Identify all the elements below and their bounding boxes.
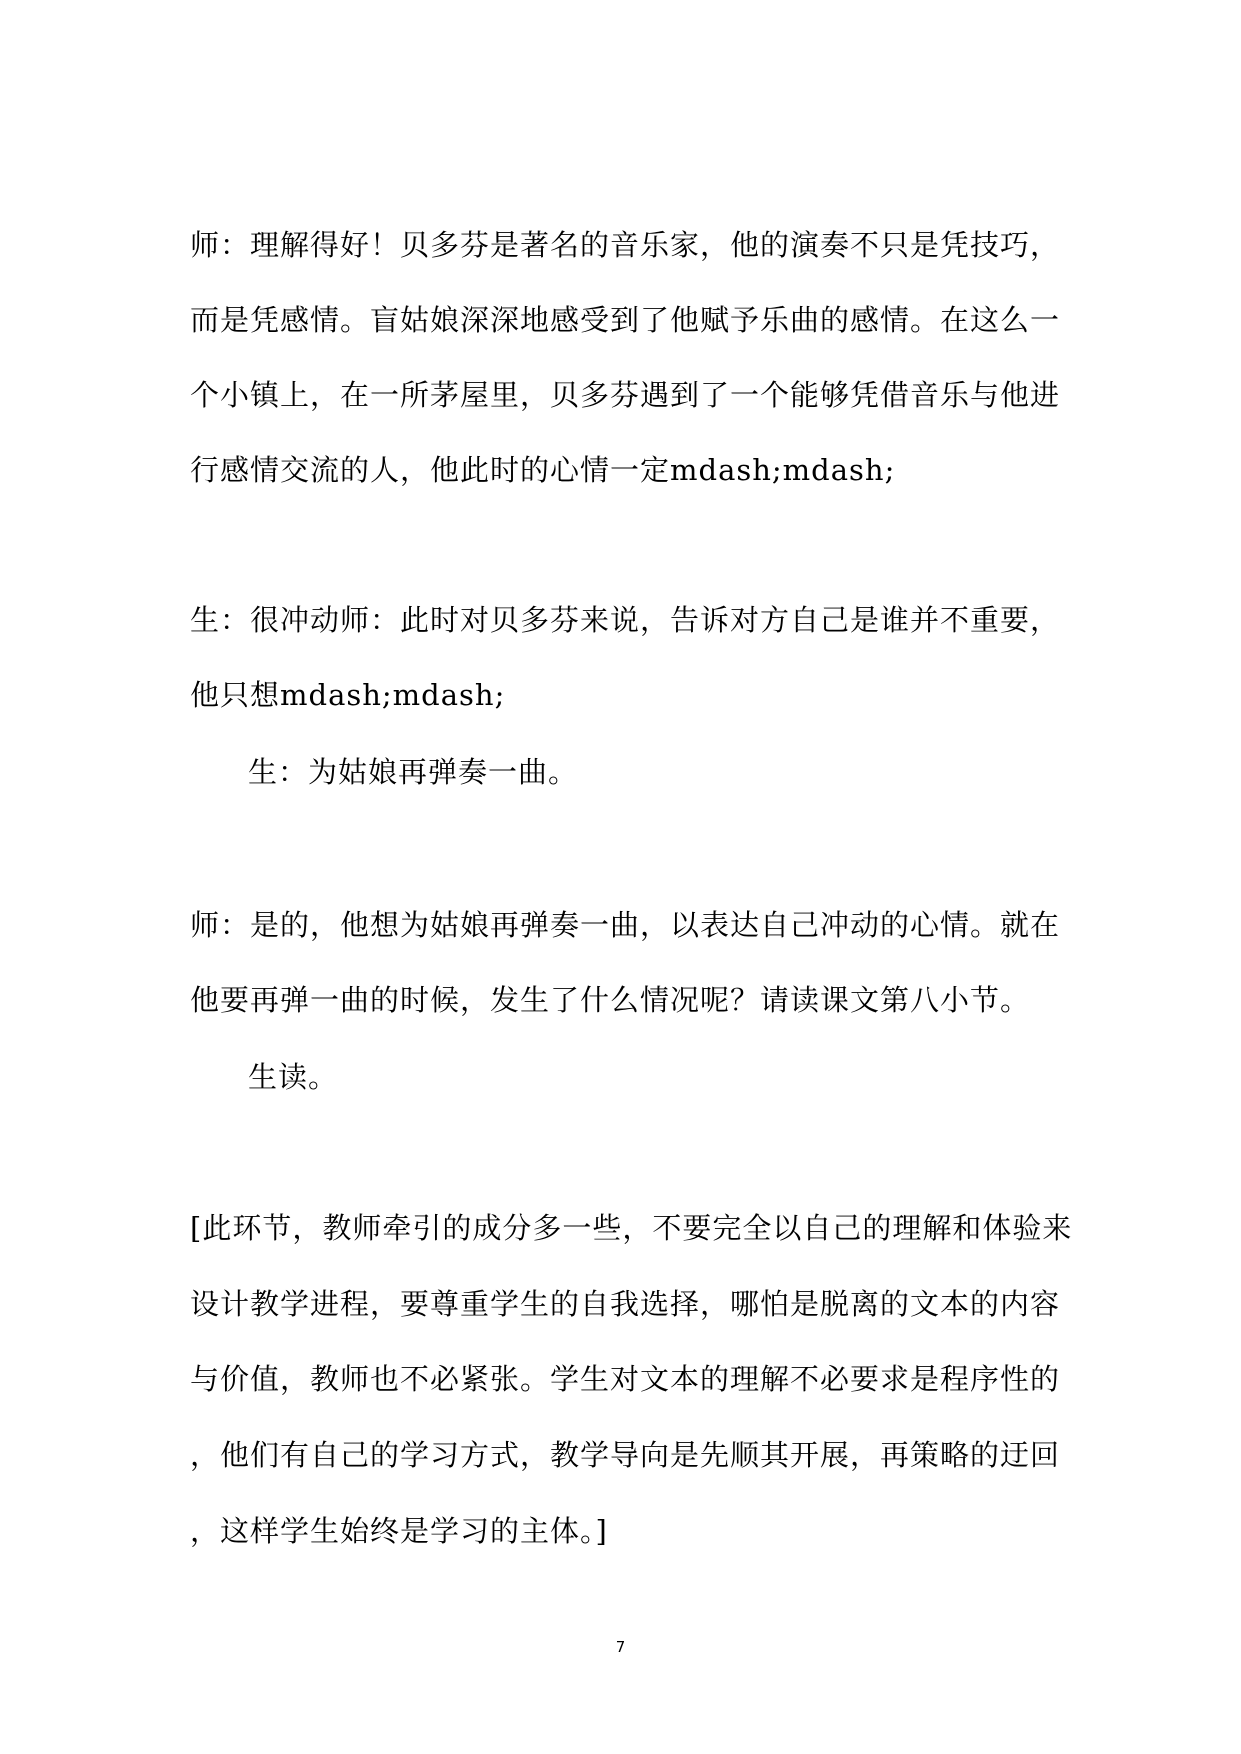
- text-line: 设计教学进程，要尊重学生的自我选择，哪怕是脱离的文本的内容: [190, 1287, 1061, 1321]
- text-line: [此环节，教师牵引的成分多一些，不要完全以自己的理解和体验来: [190, 1211, 1073, 1245]
- text-line: 生：为姑娘再弹奏一曲。: [248, 755, 579, 789]
- text-line: 而是凭感情。盲姑娘深深地感受到了他赋予乐曲的感情。在这么一: [190, 303, 1061, 337]
- text-line: 个小镇上，在一所茅屋里，贝多芬遇到了一个能够凭借音乐与他进: [190, 378, 1061, 412]
- text-line: 师：理解得好！贝多芬是著名的音乐家，他的演奏不只是凭技巧，: [190, 228, 1061, 262]
- text-line: ，这样学生始终是学习的主体。]: [190, 1514, 608, 1548]
- text-line: 与价值，教师也不必紧张。学生对文本的理解不必要求是程序性的: [190, 1362, 1061, 1396]
- text-line: ，他们有自己的学习方式，教学导向是先顺其开展，再策略的迂回: [190, 1438, 1061, 1472]
- text-line: 生：很冲动师：此时对贝多芬来说，告诉对方自己是谁并不重要，: [190, 603, 1061, 637]
- text-line: 他只想mdash;mdash;: [190, 678, 506, 712]
- text-line: 生读。: [248, 1060, 339, 1094]
- page-number: 7: [615, 1638, 626, 1656]
- text-line: 行感情交流的人，他此时的心情一定mdash;mdash;: [190, 453, 896, 487]
- text-line: 他要再弹一曲的时候，发生了什么情况呢？请读课文第八小节。: [190, 983, 1031, 1017]
- text-line: 师：是的，他想为姑娘再弹奏一曲，以表达自己冲动的心情。就在: [190, 908, 1061, 942]
